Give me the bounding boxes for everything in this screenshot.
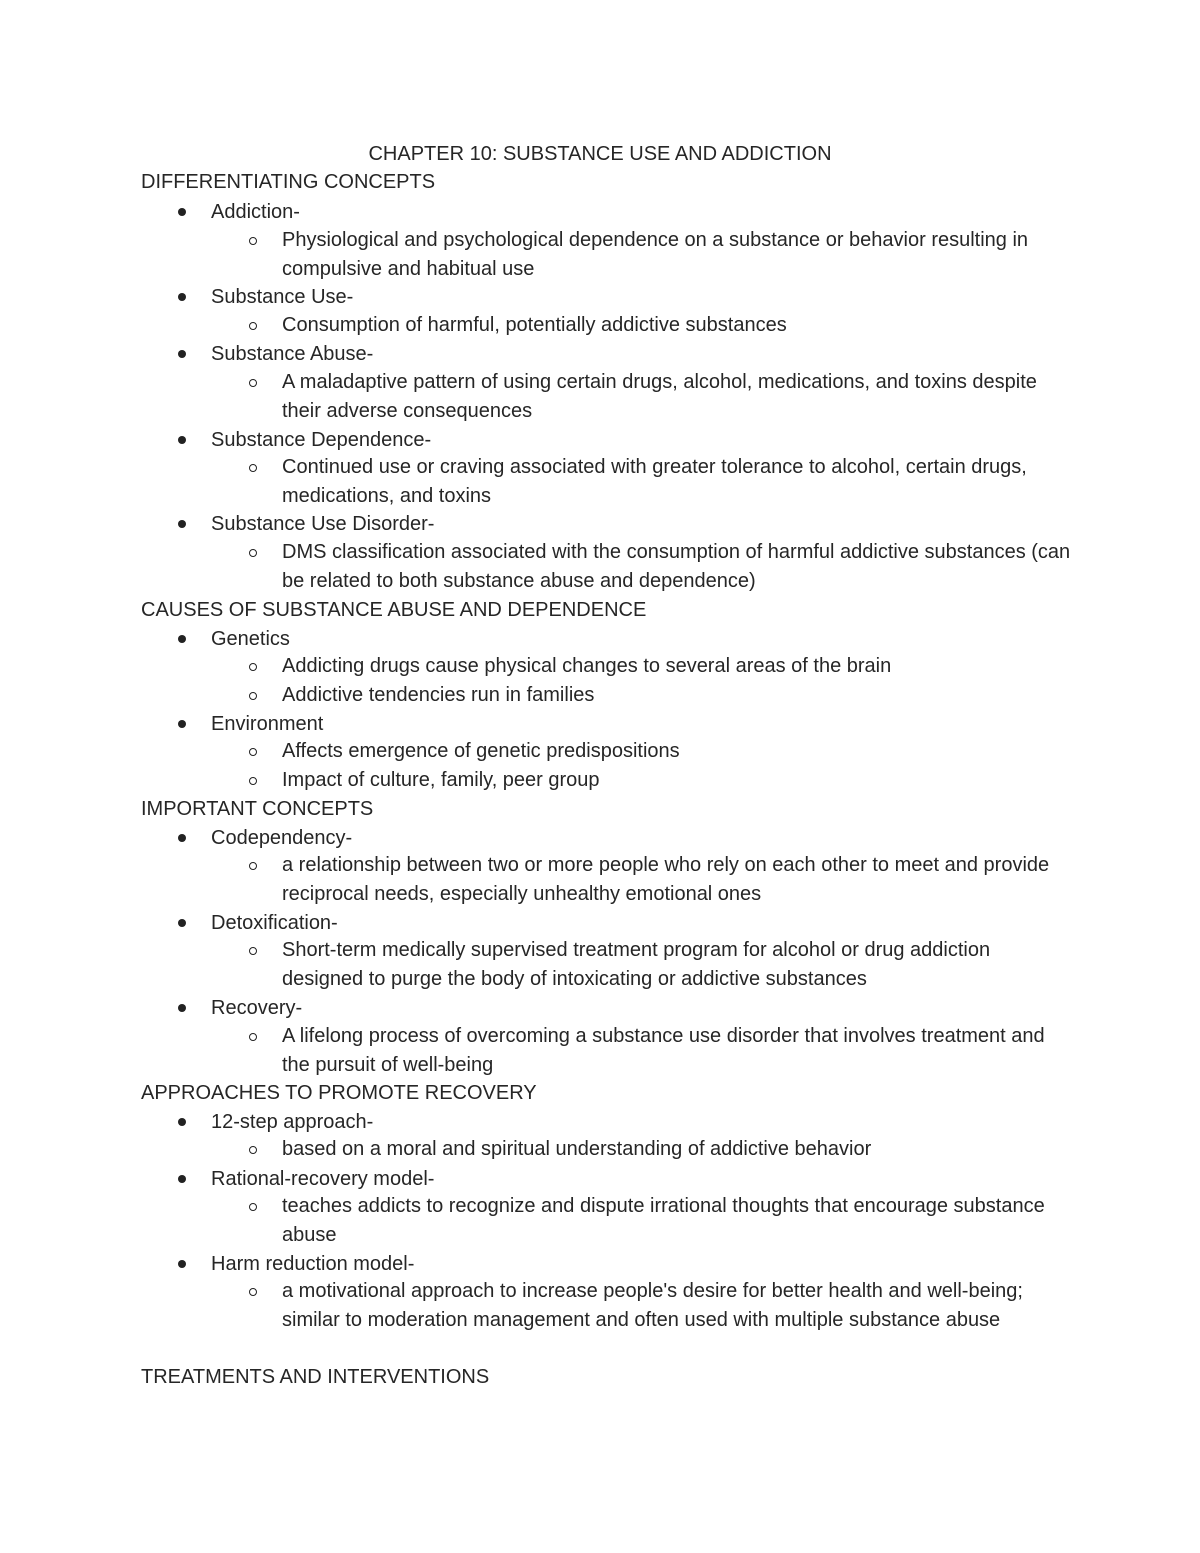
section-heading: DIFFERENTIATING CONCEPTS: [141, 171, 436, 193]
list-item: Substance Use Disorder-: [211, 513, 435, 535]
section-heading: CAUSES OF SUBSTANCE ABUSE AND DEPENDENCE: [141, 599, 647, 621]
bullet-icon: [178, 350, 186, 358]
hollow-bullet-icon: [249, 748, 257, 756]
list-item: Substance Use-: [211, 286, 354, 308]
hollow-bullet-icon: [249, 322, 257, 330]
section-heading: IMPORTANT CONCEPTS: [141, 798, 374, 820]
section-heading: APPROACHES TO PROMOTE RECOVERY: [141, 1082, 537, 1104]
list-item: Substance Dependence-: [211, 429, 432, 451]
list-item: Recovery-: [211, 997, 303, 1019]
bullet-icon: [178, 436, 186, 444]
sub-list-item: a relationship between two or more people who rely on each other to meet and provide reciprocal needs, especially unhealthy emotional ones: [282, 854, 1050, 905]
list-item: Codependency-: [211, 827, 353, 849]
hollow-bullet-icon: [249, 237, 257, 245]
hollow-bullet-icon: [249, 1146, 257, 1154]
bullet-icon: [178, 635, 186, 643]
bullet-icon: [178, 919, 186, 927]
bullet-icon: [178, 1004, 186, 1012]
hollow-bullet-icon: [249, 464, 257, 472]
list-item: Environment: [211, 713, 324, 735]
list-item: Detoxification-: [211, 912, 338, 934]
sub-list-item: based on a moral and spiritual understanding of addictive behavior: [282, 1138, 872, 1160]
hollow-bullet-icon: [249, 862, 257, 870]
sub-list-item: Addictive tendencies run in families: [282, 684, 595, 706]
list-item: Harm reduction model-: [211, 1253, 415, 1275]
bullet-icon: [178, 1118, 186, 1126]
bullet-icon: [178, 1175, 186, 1183]
hollow-bullet-icon: [249, 947, 257, 955]
list-item: Rational-recovery model-: [211, 1168, 435, 1190]
hollow-bullet-icon: [249, 777, 257, 785]
sub-list-item: Consumption of harmful, potentially addictive substances: [282, 314, 787, 336]
list-item: Genetics: [211, 628, 290, 650]
bullet-icon: [178, 208, 186, 216]
bullet-icon: [178, 520, 186, 528]
sub-list-item: Short-term medically supervised treatment program for alcohol or drug addiction designed to purge the body of intoxicating or addictive substances: [282, 939, 991, 990]
bullet-icon: [178, 293, 186, 301]
hollow-bullet-icon: [249, 1033, 257, 1041]
hollow-bullet-icon: [249, 663, 257, 671]
sub-list-item: A lifelong process of overcoming a substance use disorder that involves treatment and the pursuit of well-being: [282, 1025, 1045, 1076]
sub-list-item: Impact of culture, family, peer group: [282, 769, 600, 791]
sub-list-item: a motivational approach to increase people's desire for better health and well-being; similar to moderation management and often used with multiple substance abuse: [282, 1280, 1023, 1331]
bullet-icon: [178, 1260, 186, 1268]
hollow-bullet-icon: [249, 549, 257, 557]
sub-list-item: DMS classification associated with the consumption of harmful addictive substances (can be related to both substance abuse and dependence): [282, 541, 1071, 592]
hollow-bullet-icon: [249, 1203, 257, 1211]
sub-list-item: Physiological and psychological dependence on a substance or behavior resulting in compulsive and habitual use: [282, 229, 1029, 280]
sub-list-item: Affects emergence of genetic predispositions: [282, 740, 680, 762]
bullet-icon: [178, 720, 186, 728]
bullet-icon: [178, 834, 186, 842]
sub-list-item: teaches addicts to recognize and dispute irrational thoughts that encourage substance abuse: [282, 1195, 1045, 1246]
sub-list-item: Continued use or craving associated with greater tolerance to alcohol, certain drugs, medications, and toxins: [282, 456, 1027, 507]
list-item: 12-step approach-: [211, 1111, 374, 1133]
hollow-bullet-icon: [249, 379, 257, 387]
list-item: Substance Abuse-: [211, 343, 374, 365]
sub-list-item: Addicting drugs cause physical changes to several areas of the brain: [282, 655, 892, 677]
hollow-bullet-icon: [249, 1288, 257, 1296]
page-title: CHAPTER 10: SUBSTANCE USE AND ADDICTION: [368, 143, 832, 165]
sub-list-item: A maladaptive pattern of using certain drugs, alcohol, medications, and toxins despite their adverse consequences: [282, 371, 1037, 422]
list-item: Addiction-: [211, 201, 300, 223]
hollow-bullet-icon: [249, 692, 257, 700]
section-heading: TREATMENTS AND INTERVENTIONS: [141, 1366, 490, 1388]
